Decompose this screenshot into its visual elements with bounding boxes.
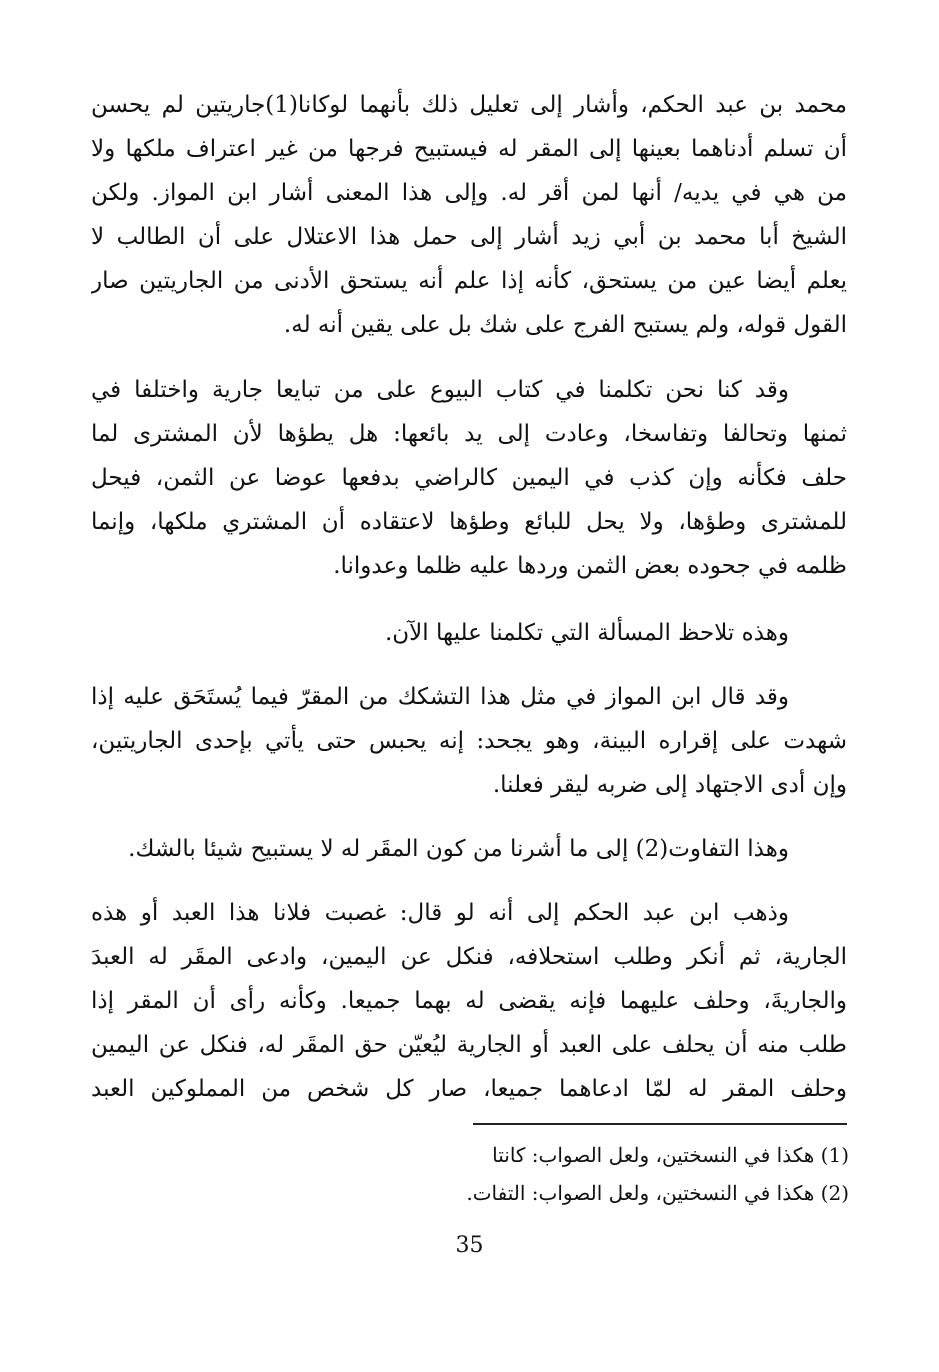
text-line-3: من هي في يديه/ أنها لمن أقر له. وإلى هذا المعنى أشار ابن المواز. ولكن: [91, 180, 847, 206]
text-line-12: وهذه تلاحظ المسألة التي تكلمنا عليها الآن.: [384, 620, 789, 646]
text-line-13: وقد قال ابن المواز في مثل هذا التشكك من المقرّ فيما يُستَحَق عليه إذا: [91, 684, 789, 710]
text-line-18: الجارية، ثم أنكر وطلب استحلافه، فنكل عن اليمين، وادعى المقَر له العبدَ: [91, 944, 847, 970]
text-line-4: الشيخ أبا محمد بن أبي زيد أشار إلى حمل هذا الاعتلال على أن الطالب لا: [91, 224, 847, 250]
text-line-21: وحلف المقر له لمّا ادعاهما جميعا، صار كل شخص من المملوكين العبد: [91, 1076, 847, 1102]
text-line-14: شهدت على إقراره البينة، وهو يجحد: إنه يحبس حتى يأتي بإحدى الجاريتين،: [91, 728, 847, 754]
footnote-divider: [473, 1123, 847, 1125]
text-line-5: يعلم أيضا عين من يستحق، كأنه إذا علم أنه يستحق الأدنى من الجاريتين صار: [91, 268, 847, 294]
text-line-16: وهذا التفاوت(2) إلى ما أشرنا من كون المقَر له لا يستبيح شيئا بالشك.: [128, 836, 789, 862]
text-line-2: أن تسلم أدناهما بعينها إلى المقر له فيستبيح فرجها من غير اعتراف ملكها ولا: [91, 136, 847, 162]
text-line-9: حلف فكأنه وإن كذب في اليمين كالراضي بدفعها عوضا عن الثمن، فيحل: [91, 465, 847, 491]
text-line-8: ثمنها وتحالفا وتفاسخا، وعادت إلى يد بائعها: هل يطؤها لأن المشترى لما: [91, 421, 847, 447]
text-line-20: طلب منه أن يحلف على العبد أو الجارية ليُعيّن حق المقَر له، فنكل عن اليمين: [91, 1032, 847, 1058]
text-line-17: وذهب ابن عبد الحكم إلى أنه لو قال: غصبت فلانا هذا العبد أو هذه: [91, 900, 789, 926]
text-line-11: ظلمه في جحوده بعض الثمن وردها عليه ظلما وعدوانا.: [333, 553, 847, 579]
text-line-10: للمشترى وطؤها، ولا يحل للبائع وطؤها لاعتقاده أن المشتري ملكها، وإنما: [91, 509, 847, 535]
page-number: 35: [455, 1233, 484, 1258]
text-line-6: القول قوله، ولم يستبح الفرج على شك بل على يقين أنه له.: [283, 312, 847, 338]
text-line-1: محمد بن عبد الحكم، وأشار إلى تعليل ذلك بأنهما لوكانا(1)جاريتين لم يحسن: [91, 92, 847, 118]
footnote-1: (1) هكذا في النسختين، ولعل الصواب: كانتا: [492, 1143, 849, 1167]
text-line-15: وإن أدى الاجتهاد إلى ضربه ليقر فعلنا.: [492, 772, 847, 798]
text-line-19: والجاريةَ، وحلف عليهما فإنه يقضى له بهما جميعا. وكأنه رأى أن المقر إذا: [91, 988, 847, 1014]
text-line-7: وقد كنا نحن تكلمنا في كتاب البيوع على من تبايعا جارية واختلفا في: [91, 377, 789, 403]
footnote-2: (2) هكذا في النسختين، ولعل الصواب: التفات.: [466, 1181, 849, 1205]
